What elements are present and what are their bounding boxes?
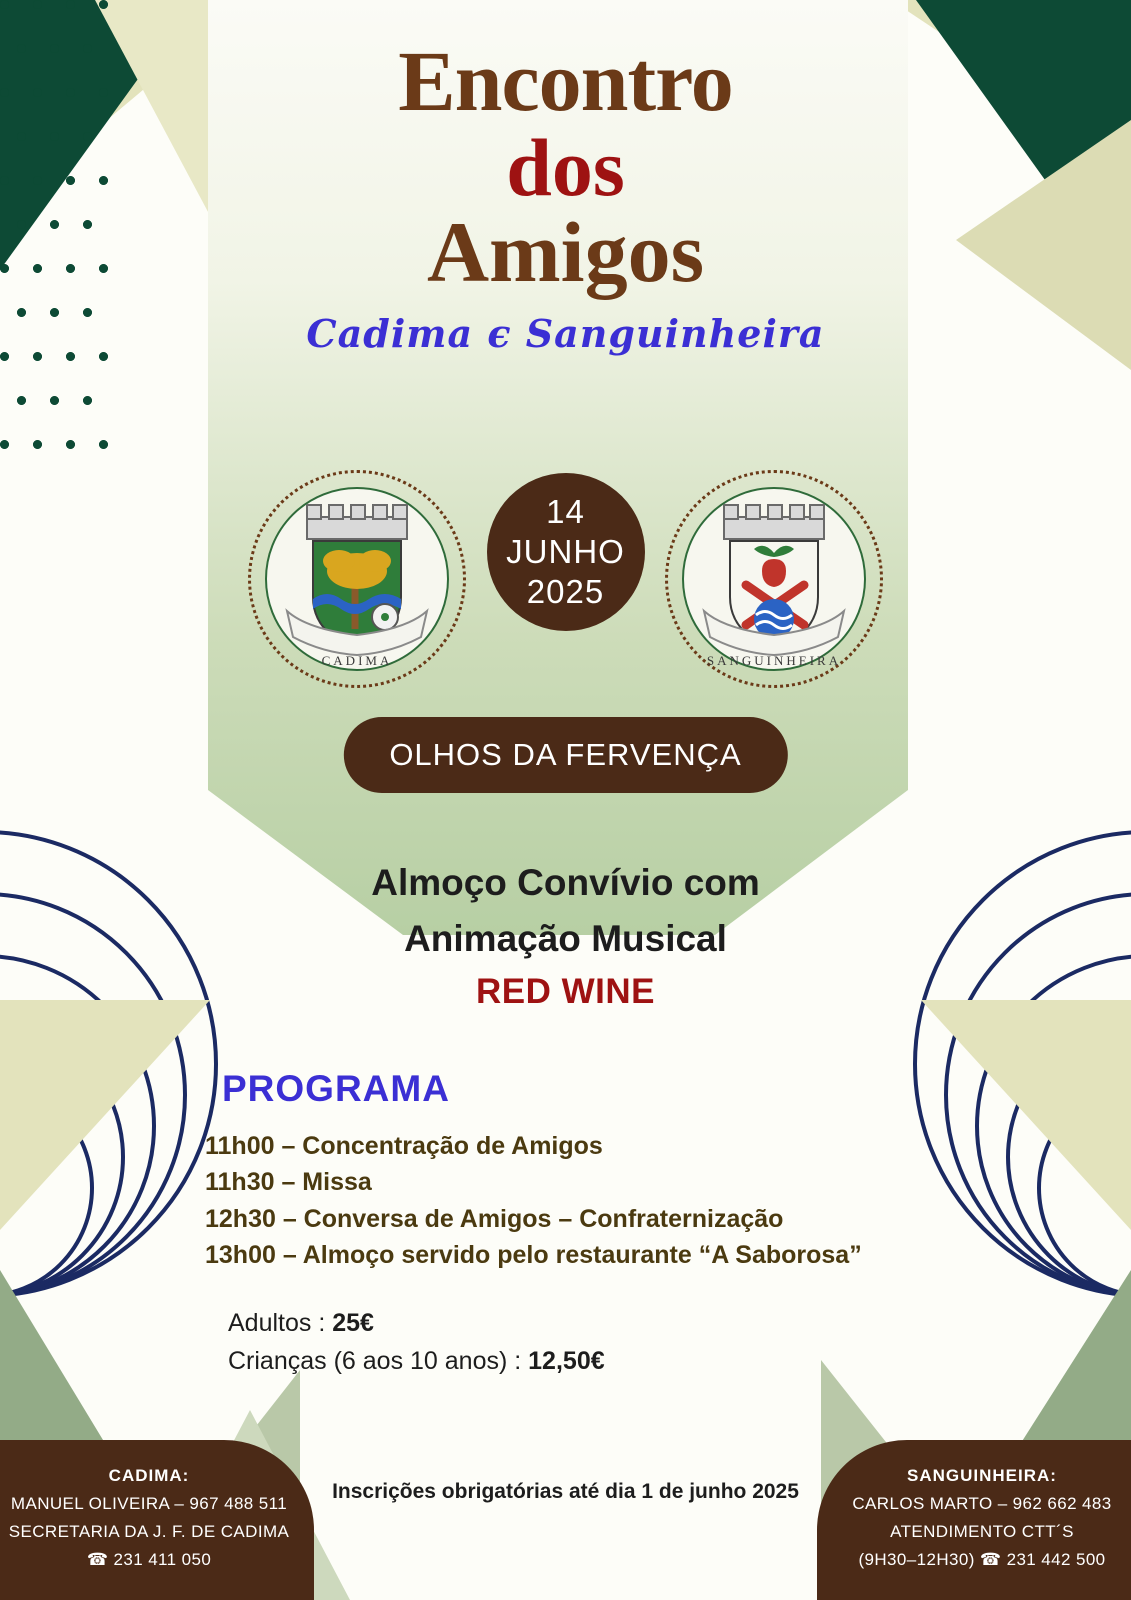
price-children-label: Crianças (6 aos 10 anos) : bbox=[228, 1346, 529, 1375]
contact-cadima-line-1: MANUEL OLIVEIRA – 967 488 511 bbox=[10, 1494, 288, 1514]
event-headline bbox=[0, 855, 1131, 1019]
poster-subtitle: Cadima є Sanguinheira bbox=[306, 311, 825, 357]
sanguinheira-coat-of-arms-icon bbox=[684, 489, 864, 669]
contact-cadima-name: CADIMA: bbox=[108, 1466, 190, 1485]
title-line-1: Encontro bbox=[398, 33, 733, 129]
cadima-coat-of-arms-icon bbox=[267, 489, 447, 669]
crest-sanguinheira-shield bbox=[682, 487, 866, 671]
contact-cadima-line-3: ☎ 231 411 050 bbox=[86, 1550, 212, 1570]
contact-sanguinheira-name: SANGUINHEIRA: bbox=[907, 1466, 1057, 1485]
headline-band-name: RED WINE bbox=[476, 972, 655, 1011]
price-list bbox=[228, 1305, 605, 1380]
price-children-value: 12,50€ bbox=[528, 1346, 605, 1375]
program-item: 11h00 – Concentração de Amigos bbox=[205, 1132, 603, 1160]
price-adults bbox=[228, 1305, 605, 1343]
title-line-2: dos bbox=[506, 121, 625, 213]
date-badge bbox=[487, 473, 645, 631]
program-item: 13h00 – Almoço servido pelo restaurante “A Saborosa” bbox=[205, 1240, 862, 1269]
program-item: 12h30 – Conversa de Amigos – Confraternização bbox=[205, 1204, 784, 1233]
poster-title-block bbox=[0, 33, 1131, 357]
contact-sanguinheira-line-2: ATENDIMENTO CTT´S bbox=[890, 1522, 1074, 1542]
program-item: 11h30 – Missa bbox=[205, 1168, 372, 1197]
price-children bbox=[228, 1343, 605, 1381]
price-adults-value: 25€ bbox=[332, 1309, 374, 1337]
crest-cadima-label: CADIMA bbox=[321, 653, 393, 668]
crest-cadima bbox=[248, 470, 466, 688]
registration-deadline: Inscrições obrigatórias até dia 1 de junho 2025 bbox=[332, 1480, 799, 1503]
contact-cadima-line-2: SECRETARIA DA J. F. DE CADIMA bbox=[8, 1522, 290, 1542]
crest-sanguinheira bbox=[665, 470, 883, 688]
contact-sanguinheira-line-1: CARLOS MARTO – 962 662 483 bbox=[852, 1494, 1112, 1514]
date-day: 14 bbox=[546, 492, 585, 530]
date-month: JUNHO bbox=[506, 532, 625, 570]
program-heading: PROGRAMA bbox=[222, 1068, 450, 1109]
date-year: 2025 bbox=[526, 573, 605, 611]
crest-sanguinheira-label: SANGUINHEIRA bbox=[706, 653, 842, 668]
crest-cadima-shield bbox=[265, 487, 449, 671]
price-adults-label: Adultos : bbox=[228, 1309, 333, 1337]
location-badge: OLHOS DA FERVENÇA bbox=[343, 717, 787, 793]
program-list bbox=[205, 1128, 862, 1273]
contact-sanguinheira-line-3: (9H30–12H30) ☎ 231 442 500 bbox=[858, 1550, 1106, 1570]
contact-block-sanguinheira bbox=[817, 1440, 1131, 1600]
headline-line-2: Animação Musical bbox=[404, 917, 727, 959]
title-line-3: Amigos bbox=[426, 204, 705, 301]
contact-block-cadima bbox=[0, 1440, 314, 1600]
headline-line-1: Almoço Convívio com bbox=[371, 862, 760, 903]
